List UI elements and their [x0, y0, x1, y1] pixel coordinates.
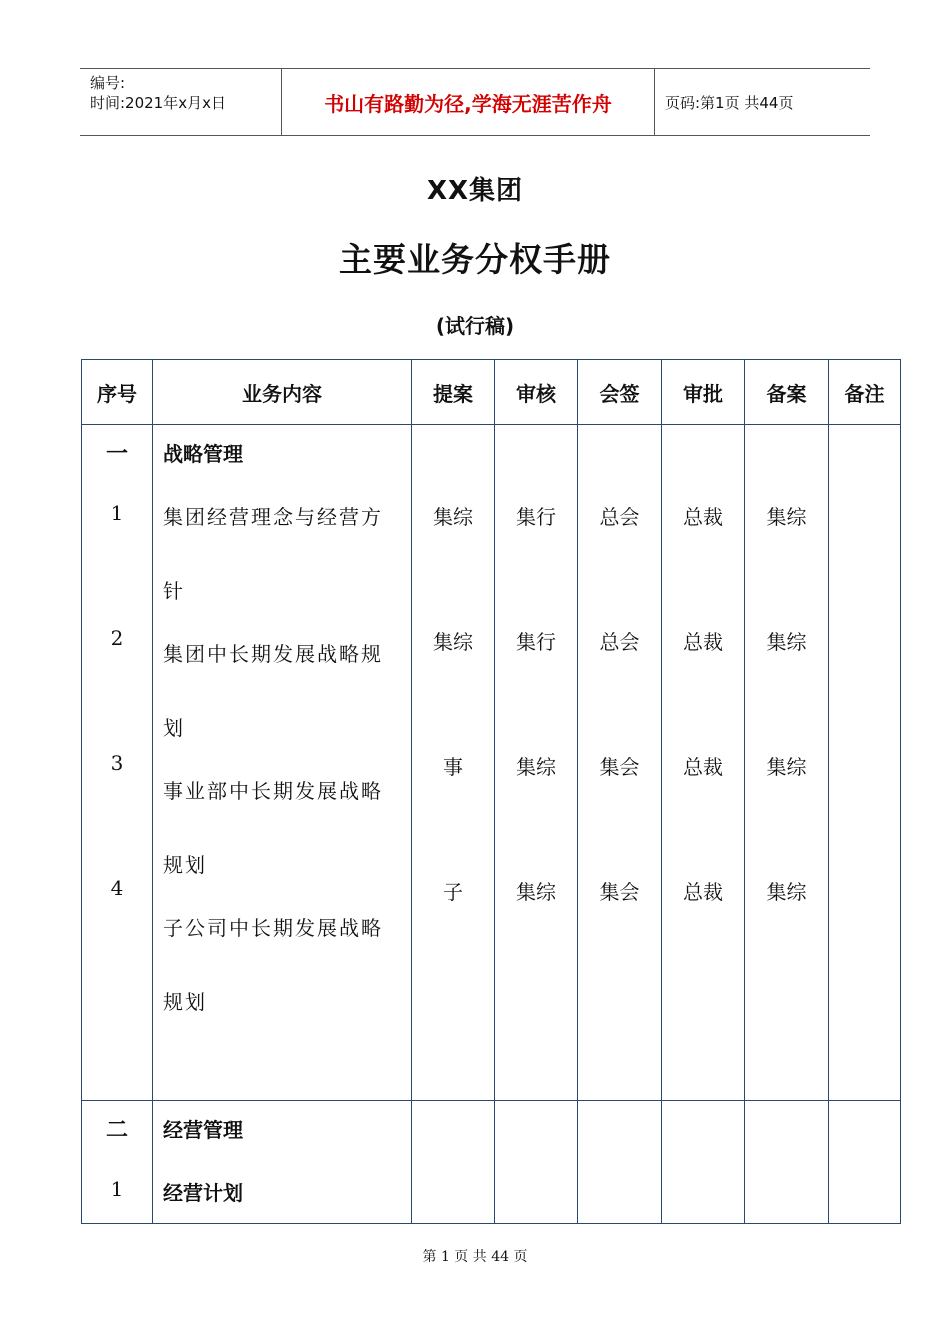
col-header-review: 审核 — [495, 360, 578, 425]
item-number: 1 — [110, 1177, 124, 1201]
propose-cell — [412, 425, 495, 1101]
countersign-cell — [578, 425, 662, 1101]
item-number: 3 — [110, 751, 124, 775]
item-content: 事业部中长期发展战略 — [163, 779, 383, 803]
section-name: 战略管理 — [163, 442, 243, 466]
review-value: 集行 — [516, 505, 556, 529]
header-meta — [80, 69, 282, 135]
approve-value: 总裁 — [683, 630, 723, 654]
countersign-value: 集会 — [599, 755, 640, 779]
item-number: 2 — [110, 626, 124, 650]
table-header-row — [82, 360, 901, 425]
review-value: 集综 — [516, 755, 556, 779]
approve-value: 总裁 — [683, 755, 723, 779]
countersign-value: 集会 — [599, 880, 640, 904]
item-content: 子公司中长期发展战略 — [163, 916, 383, 940]
document-subtitle: (试行稿) — [435, 314, 515, 338]
item-content: 集团中长期发展战略规 — [163, 642, 383, 666]
propose-value: 集综 — [433, 505, 473, 529]
page-footer: 第 1 页 共 44 页 — [422, 1249, 528, 1265]
number-cell — [82, 1101, 153, 1224]
approve-value: 总裁 — [683, 880, 723, 904]
record-cell — [745, 1101, 829, 1224]
col-header-content: 业务内容 — [153, 360, 412, 425]
col-header-number: 序号 — [82, 360, 153, 425]
col-header-approve: 审批 — [662, 360, 745, 425]
review-value: 集综 — [516, 880, 556, 904]
item-content: 针 — [163, 579, 185, 603]
approve-cell — [662, 1101, 745, 1224]
content-cell — [153, 1101, 412, 1224]
record-value: 集综 — [766, 630, 807, 654]
col-header-remarks: 备注 — [829, 360, 901, 425]
col-header-record: 备案 — [745, 360, 829, 425]
record-value: 集综 — [766, 755, 807, 779]
approve-value: 总裁 — [683, 505, 723, 529]
remarks-cell — [829, 425, 901, 1101]
item-number: 1 — [110, 501, 124, 525]
item-content: 规划 — [163, 853, 207, 877]
section-name: 经营管理 — [163, 1118, 243, 1142]
section-number: 二 — [105, 1118, 128, 1143]
review-cell — [495, 1101, 578, 1224]
time-label: 时间:2021年x月x日 — [90, 94, 226, 112]
number-cell — [82, 425, 153, 1101]
authority-table — [81, 359, 901, 1224]
item-content: 划 — [163, 716, 185, 740]
section-number: 一 — [105, 442, 128, 467]
countersign-value: 总会 — [599, 505, 640, 529]
header-motto: 书山有路勤为径,学海无涯苦作舟 — [282, 69, 655, 135]
countersign-cell — [578, 1101, 662, 1224]
table-row — [82, 425, 901, 1101]
record-cell — [745, 425, 829, 1101]
col-header-propose: 提案 — [412, 360, 495, 425]
propose-cell — [412, 1101, 495, 1224]
propose-value: 子 — [443, 880, 463, 904]
item-number: 4 — [110, 876, 124, 900]
countersign-value: 总会 — [599, 630, 640, 654]
remarks-cell — [829, 1101, 901, 1224]
propose-value: 集综 — [433, 630, 473, 654]
approve-cell — [662, 425, 745, 1101]
company-title: XX集团 — [426, 176, 524, 206]
content-cell — [153, 425, 412, 1101]
review-value: 集行 — [516, 630, 556, 654]
document-title: 主要业务分权手册 — [339, 240, 611, 279]
col-header-countersign: 会签 — [578, 360, 662, 425]
header-page-info: 页码:第1页 共44页 — [665, 93, 794, 112]
propose-value: 事 — [443, 755, 463, 779]
record-value: 集综 — [766, 505, 807, 529]
review-cell — [495, 425, 578, 1101]
table-row — [82, 1101, 901, 1224]
number-label: 编号: — [90, 74, 126, 92]
item-content: 规划 — [163, 990, 207, 1014]
item-content: 集团经营理念与经营方 — [163, 505, 383, 529]
item-content: 经营计划 — [163, 1181, 243, 1205]
document-header — [80, 68, 870, 136]
record-value: 集综 — [766, 880, 807, 904]
